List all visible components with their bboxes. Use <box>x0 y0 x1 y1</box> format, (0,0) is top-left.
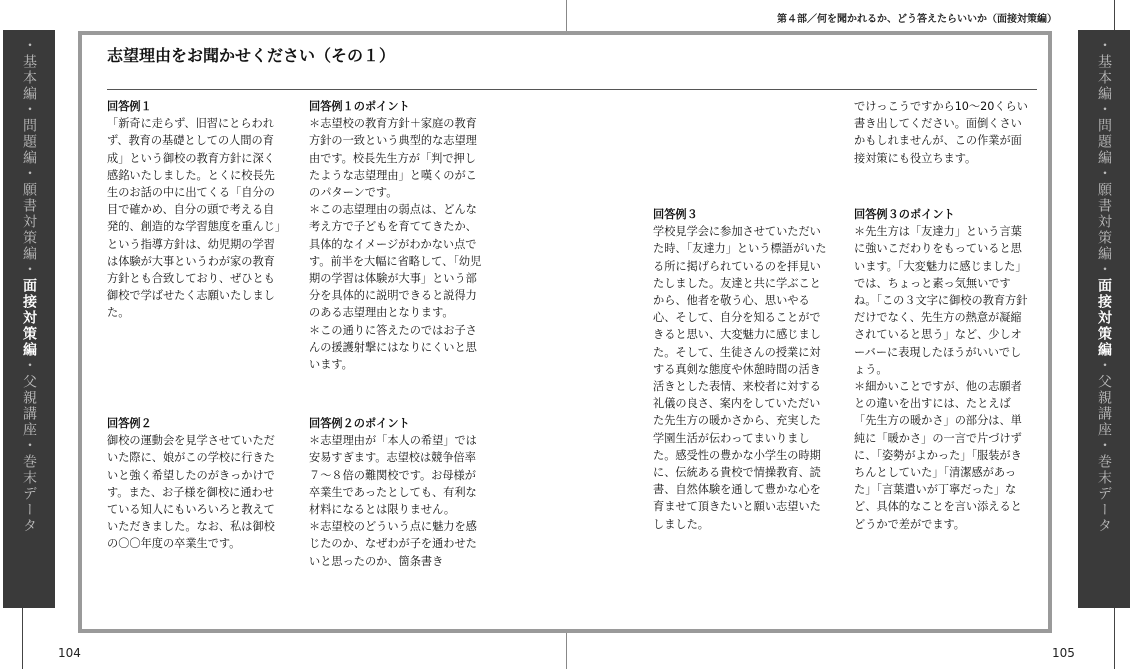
answer-3-body: 学校見学会に参加させていただいた時、「友達力」という標語がいたる所に掲げられているのを拝見いたしました。友達と共に学ぶことから、他者を敬う心、思いやる心、そして、自分を知ることができると思い、大変魅力に感じました。そして、生徒さんの授業に対する真剣な態度や休憩時間の活き活きとした表情、来校者に対する礼儀の良さ、案内をしていただいた先生方の暖かさから、充実した学園生活が伝わってまいりました。感受性の豊かな小学生の時期に、伝統ある貴校で情操教育、読書、自然体験を通して豊かな心を育ませて頂きたいと願い志望いたしました。 <box>653 225 827 531</box>
column-answer-2 <box>107 415 283 553</box>
point-2-bullet-2: ＊志望校のどういう点に魅力を感じたのか、なぜわが子を通わせたいと思ったのか、箇条書き <box>309 520 477 568</box>
right-margin-line-top <box>1114 0 1115 30</box>
point-1-bullet-2: ＊この志望理由の弱点は、どんな考え方で子どもを育ててきたか、具体的なイメージがわかない点です。前半を大幅に省略して、「幼児期の学習は体験が大事」という部分を具体的に説明できると説得力のある志望理由となります。 <box>309 203 482 320</box>
answer-2-body: 御校の運動会を見学させていただいた際に、娘がこの学校に行きたいと強く希望したのがきっかけです。また、お子様を御校に通わせている知人にもいろいろと教えていただきました。なお、私は御校の〇〇年度の卒業生です。 <box>107 434 275 551</box>
answer-1-heading: 回答例１ <box>107 100 152 113</box>
right-margin-line <box>1114 607 1115 669</box>
frame-title: 志望理由をお聞かせください（その１） <box>107 46 396 65</box>
side-tab-right-text: ・基本編・問題編・願書対策編・面接対策編・父親講座・巻末データ <box>1096 38 1112 534</box>
point-3-heading: 回答例３のポイント <box>854 208 955 221</box>
point-2-bullet-1: ＊志望理由が「本人の希望」では安易すぎます。志望校は競争倍率７～８倍の難関校です。お母様が卒業生であったとしても、有利な材料になるとは限りません。 <box>309 434 477 517</box>
side-tab-left <box>3 30 55 608</box>
point-2-continuation: でけっこうですから10～20くらい書き出してください。面倒くさいかもしれませんが、この作業が面接対策にも役立ちます。 <box>854 100 1028 165</box>
title-rule <box>107 89 1037 90</box>
answer-3-heading: 回答例３ <box>653 208 698 221</box>
column-answer-3 <box>653 206 829 533</box>
point-1-heading: 回答例１のポイント <box>309 100 410 113</box>
column-point-3 <box>854 206 1030 533</box>
page-number-left: 104 <box>58 646 81 660</box>
side-tab-right <box>1078 30 1130 608</box>
column-point-2-continued <box>854 98 1030 167</box>
point-1-bullet-3: ＊この通りに答えたのではお子さんの援護射撃にはなりにくいと思います。 <box>309 323 477 372</box>
left-margin-line <box>22 607 23 669</box>
answer-1-body: 「新奇に走らず、旧習にとらわれず、教育の基礎としての人間の育成」という御校の教育方針に深く感銘いたしました。とくに校長先生のお話の中に出てくる「自分の目で確かめ、自分の頭で考える自発的、創造的な学習態度を重んじ」という指導方針は、幼児期の学習は体験が大事というわが家の教育方針とも合致しており、ぜひとも御校で学ばせたく志願いたしました。 <box>107 117 281 320</box>
point-1-bullet-1: ＊志望校の教育方針＋家庭の教育方針の一致という典型的な志望理由です。校長先生方が「判で押したような志望理由」と嘆くのがこのパターンです。 <box>309 117 477 200</box>
column-point-1 <box>309 98 485 373</box>
column-answer-1 <box>107 98 283 322</box>
point-3-bullet-2: ＊細かいことですが、他の志願者との違いを出すには、たとえば「先生方の暖かさ」の部分は、単純に「暖かさ」の一言で片づけずに、「姿勢がよかった」「服装がきちんとしていた」「清潔感があった」「言葉遣いが丁寧だった」など、具体的なことを言い添えるとどうかで差がでます。 <box>854 380 1022 531</box>
answer-2-heading: 回答例２ <box>107 417 152 430</box>
point-2-heading: 回答例２のポイント <box>309 417 410 430</box>
column-point-2 <box>309 415 485 570</box>
page-number-right: 105 <box>1052 646 1075 660</box>
point-3-bullet-1: ＊先生方は「友達力」という言葉に強いこだわりをもっていると思います。「大変魅力に感じました」では、ちょっと素っ気無いですね。「この３文字に御校の教育方針だけでなく、先生方の熱意が凝縮されていると思う」など、少しオーバーに表現したほうがいいでしょう。 <box>854 225 1028 376</box>
running-header: 第４部／何を聞かれるか、どう答えたらいいか（面接対策編） <box>777 14 1057 25</box>
side-tab-left-text: ・基本編・問題編・願書対策編・面接対策編・父親講座・巻末データ <box>21 38 37 534</box>
